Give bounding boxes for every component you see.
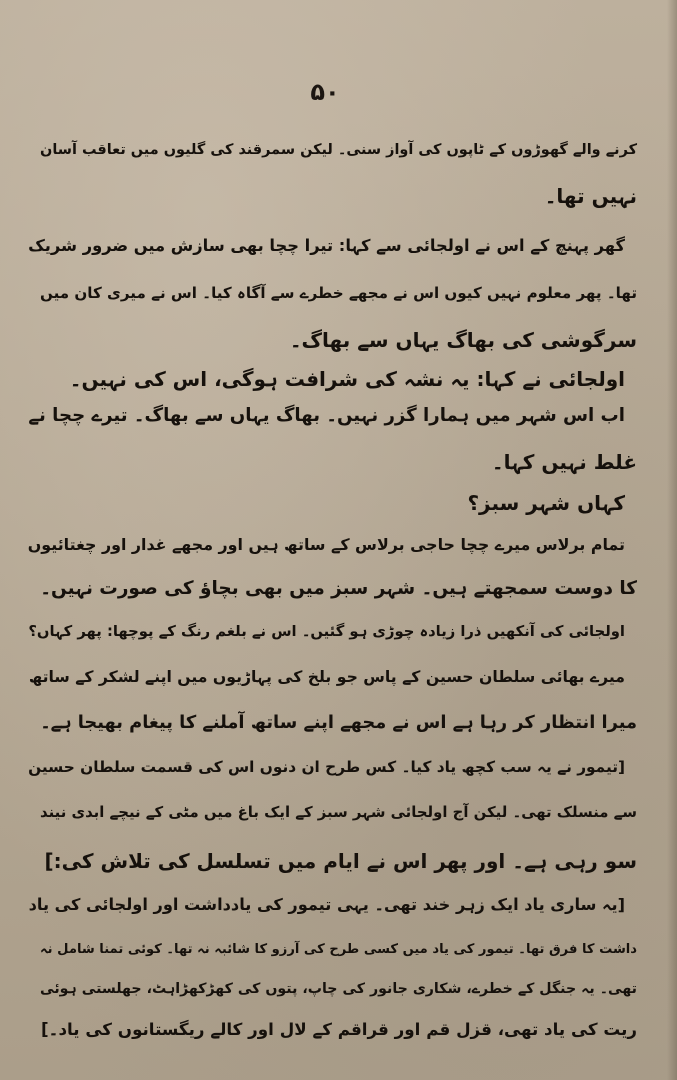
text-line: ریت کی یاد تھی، قزل قم اور قراقم کے لال اور کالے ریگستانوں کی یاد۔] [41, 1019, 637, 1039]
text-line: [تیمور نے یہ سب کچھ یاد کیا۔ کس طرح ان دنوں اس کی قسمت سلطان حسین [28, 758, 625, 776]
text-line: غلط نہیں کہا۔ [491, 450, 637, 474]
page-number: ۵۰ [310, 78, 340, 106]
text-line: تھا۔ پھر معلوم نہیں کیوں اس نے مجھے خطرے سے آگاہ کیا۔ اس نے میری کان میں [40, 284, 637, 302]
text-line: نہیں تھا۔ [544, 184, 637, 208]
text-line: گھر پہنچ کے اس نے اولجائی سے کہا: تیرا چچا بھی سازش میں ضرور شریک [28, 236, 625, 255]
text-line: [یہ ساری یاد ایک زہر خند تھی۔ یہی تیمور کی یادداشت اور اولجائی کی یاد [28, 895, 625, 914]
text-line: تھی۔ یہ جنگل کے خطرے، شکاری جانور کی چاپ، پتوں کی کھڑکھڑاہٹ، جھلستی ہوئی [40, 981, 637, 997]
text-line: میرا انتظار کر رہا ہے اس نے مجھے اپنے ساتھ آملنے کا پیغام بھیجا ہے۔ [40, 712, 637, 733]
text-line: سے منسلک تھی۔ لیکن آج اولجائی شہر سبز کے ایک باغ میں مٹی کے نیچے ابدی نیند [40, 803, 637, 821]
text-line: اولجائی نے کہا: یہ نشہ کی شرافت ہوگی، اس کی نہیں۔ [69, 367, 625, 391]
text-line: داشت کا فرق تھا۔ تیمور کی یاد میں کسی طرح کی آرزو کا شائبہ نہ تھا۔ کوئی تمنا شامل نہ [40, 942, 637, 957]
text-line: تمام برلاس میرے چچا حاجی برلاس کے ساتھ ہیں اور مجھے غدار اور چغتائیوں [27, 535, 625, 554]
text-line: اولجائی کی آنکھیں ذرا زیادہ چوڑی ہو گئیں۔ اس نے بلغم رنگ کے پوچھا: پھر کہاں؟ [28, 623, 625, 640]
page-edge-shadow [667, 0, 677, 1080]
text-line: کا دوست سمجھتے ہیں۔ شہر سبز میں بھی بچاؤ کی صورت نہیں۔ [40, 578, 637, 599]
text-line: میرے بھائی سلطان حسین کے پاس جو بلخ کی پہاڑیوں میں اپنے لشکر کے ساتھ [28, 667, 625, 686]
text-line: کہاں شہر سبز؟ [467, 491, 625, 515]
text-line: سرگوشی کی بھاگ یہاں سے بھاگ۔ [289, 328, 637, 352]
text-line: سو رہی ہے۔ اور پھر اس نے ایام میں تسلسل کی تلاش کی:] [44, 849, 637, 873]
text-line: اب اس شہر میں ہمارا گزر نہیں۔ بھاگ یہاں سے بھاگ۔ تیرے چچا نے [28, 405, 625, 426]
text-line: کرنے والے گھوڑوں کے ٹاپوں کی آواز سنی۔ لیکن سمرقند کی گلیوں میں تعاقب آسان [40, 142, 637, 158]
